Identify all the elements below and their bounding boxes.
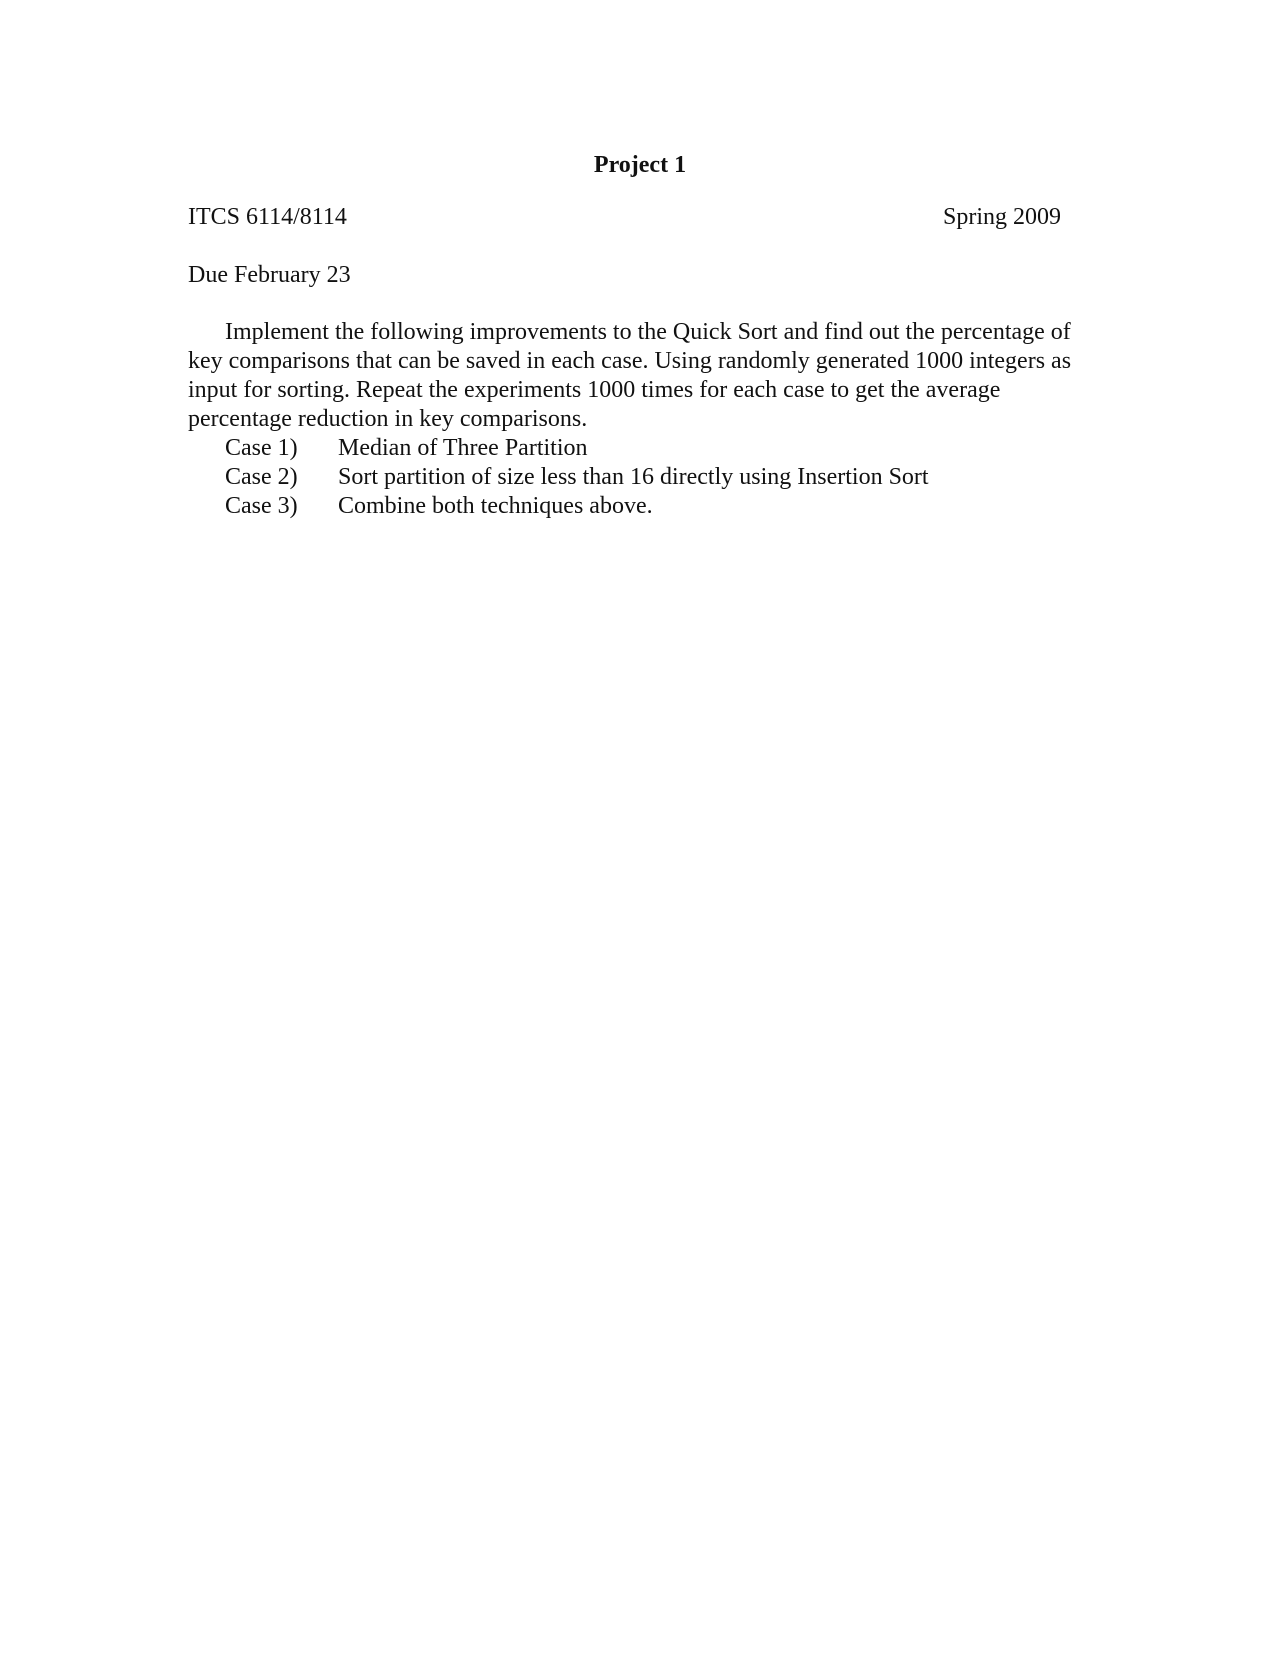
case-text: Combine both techniques above. [338,493,653,519]
term: Spring 2009 [942,204,1061,230]
case-text: Sort partition of size less than 16 directly using Insertion Sort [338,464,929,490]
page-title: Project 1 [593,152,687,178]
case-list [188,434,1088,521]
case-label: Case 3) [225,493,298,519]
course-code: ITCS 6114/8114 [188,204,347,230]
case-text: Median of Three Partition [338,435,588,461]
due-date: Due February 23 [188,262,351,288]
case-item-2 [188,463,1088,492]
case-label: Case 2) [225,464,298,490]
case-label: Case 1) [225,435,298,461]
case-item-1 [188,434,1088,463]
case-item-3 [188,492,1088,521]
assignment-paragraph: Implement the following improvements to the Quick Sort and find out the percentage of key comparisons that can be saved in each case. Using randomly generated 1000 integers as input for sorting. Repeat the experiments 1000 times for each case to get the average percentage reduction in key comparisons. [188,319,1072,432]
header-row [188,202,1061,232]
assignment-body [188,318,1088,521]
